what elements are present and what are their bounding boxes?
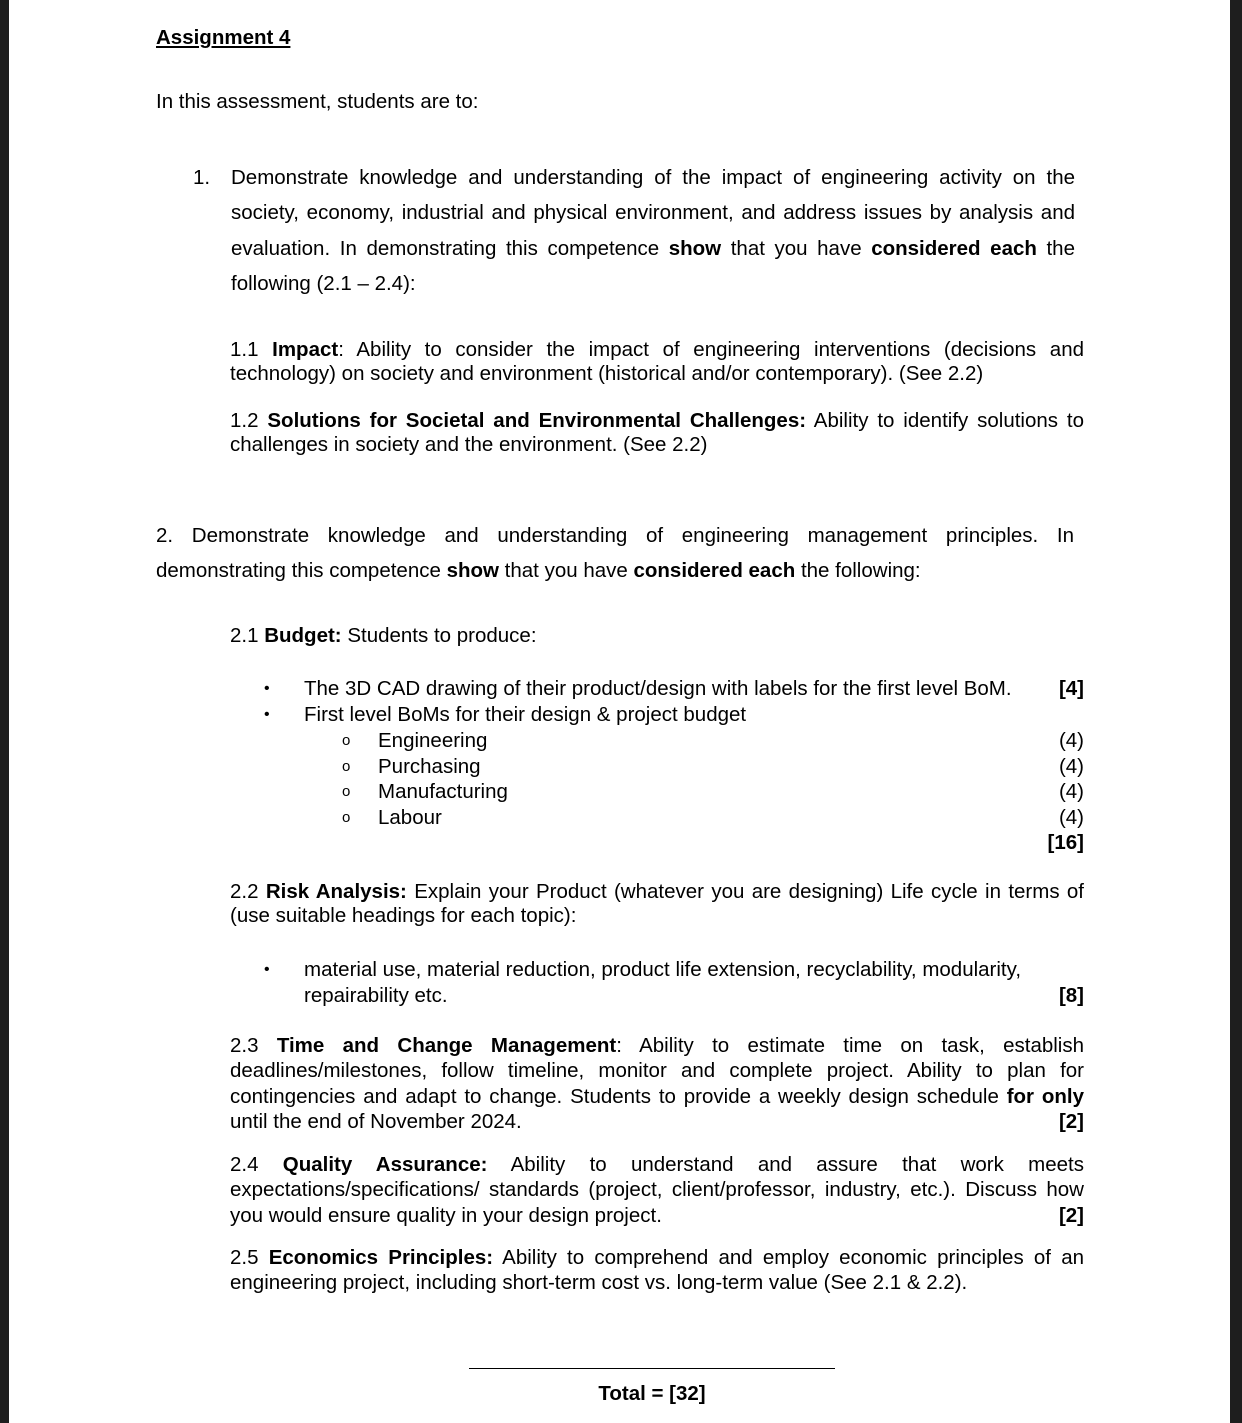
sub-bullet-mark: o bbox=[342, 732, 351, 749]
section-2-5: 2.5 Economics Principles: Ability to comprehend and employ economic principles of an engineering project, including short-term cost vs. long-term value (See 2.1 & 2.2). bbox=[230, 1246, 1085, 1295]
sub-bullet-mark: o bbox=[342, 758, 351, 775]
risk-bullet bbox=[230, 957, 1084, 983]
section-2-4-marks: [2] bbox=[1058, 1204, 1084, 1227]
bullet-text-line1: material use, material reduction, product life extension, recyclability, modularity, bbox=[304, 958, 1022, 981]
section-2-3: 2.3 Time and Change Management: Ability to estimate time on task, establish deadlines/milestones, follow timeline, monitor and complete project. Ability to plan for contingencies and adapt to change. Students to provide a weekly design schedule for only until the end of November 2024. bbox=[230, 1034, 1085, 1133]
bullet-mark: • bbox=[264, 680, 270, 697]
bullet-text: First level BoMs for their design & project budget bbox=[304, 703, 747, 726]
budget-subtotal-row bbox=[230, 830, 1084, 856]
bullet-text: The 3D CAD drawing of their product/design with labels for the first level BoM. bbox=[304, 677, 1012, 700]
bom-subitem-manufacturing bbox=[230, 779, 1084, 805]
risk-bullet-cont bbox=[230, 983, 1084, 1009]
budget-subtotal: [16] bbox=[1047, 831, 1084, 854]
bullet-text-line2: repairability etc. bbox=[304, 984, 448, 1007]
total-marks: Total = [32] bbox=[598, 1382, 706, 1405]
intro-text: In this assessment, students are to: bbox=[156, 90, 479, 113]
section-2-3-marks: [2] bbox=[1058, 1110, 1084, 1133]
section-2-1-heading: 2.1 Budget: Students to produce: bbox=[230, 624, 537, 647]
outcome-1 bbox=[193, 160, 1075, 301]
subitem-text: Purchasing bbox=[378, 755, 481, 778]
outcome-1-number: 1. bbox=[193, 166, 211, 189]
section-2-2: 2.2 Risk Analysis: Explain your Product (whatever you are designing) Life cycle in terms of (use suitable headings for each topic): bbox=[230, 880, 1085, 927]
subitem-text: Engineering bbox=[378, 729, 488, 752]
outcome-1-text: Demonstrate knowledge and understanding of the impact of engineering activity on the society, economy, industrial and physical environment, and address issues by analysis and evaluation. In demonstrating this competence show that you have considered each the following (2.1 – 2.4): bbox=[231, 166, 1075, 295]
outcome-2: 2. Demonstrate knowledge and understanding of engineering management principles. In demonstrating this competence show that you have considered each the following: bbox=[156, 524, 1074, 583]
bullet-mark: • bbox=[264, 706, 270, 723]
marks: (4) bbox=[1058, 729, 1084, 752]
marks: (4) bbox=[1058, 780, 1084, 803]
bom-subitem-purchasing bbox=[230, 754, 1084, 780]
subitem-text: Manufacturing bbox=[378, 780, 508, 803]
sub-bullet-mark: o bbox=[342, 809, 351, 826]
sub-bullet-mark: o bbox=[342, 783, 351, 800]
subitem-text: Labour bbox=[378, 806, 442, 829]
marks: [8] bbox=[1058, 984, 1084, 1007]
right-page-edge bbox=[1230, 0, 1242, 1423]
marks: (4) bbox=[1058, 806, 1084, 829]
left-page-edge bbox=[0, 0, 9, 1423]
section-1-2: 1.2 Solutions for Societal and Environmental Challenges: Ability to identify solutions to challenges in society and the environment. (See 2.2) bbox=[230, 409, 1084, 456]
total-rule bbox=[469, 1368, 835, 1369]
bom-subitem-engineering bbox=[230, 728, 1084, 754]
marks: (4) bbox=[1058, 755, 1084, 778]
assignment-title: Assignment 4 bbox=[156, 26, 291, 49]
bullet-mark: • bbox=[264, 961, 270, 978]
budget-bullet-cad bbox=[230, 676, 1084, 702]
section-2-4: 2.4 Quality Assurance: Ability to understand and assure that work meets expectations/specifications/ standards (project, client/professor, industry, etc.). Discuss how you would ensure quality in your design project. bbox=[230, 1153, 1084, 1227]
bom-subitem-labour bbox=[230, 805, 1084, 831]
marks: [4] bbox=[1058, 677, 1084, 700]
budget-bullet-bom bbox=[230, 702, 1084, 728]
section-1-1: 1.1 Impact: Ability to consider the impact of engineering interventions (decisions and technology) on society and environment (historical and/or contemporary). (See 2.2) bbox=[230, 338, 1084, 385]
